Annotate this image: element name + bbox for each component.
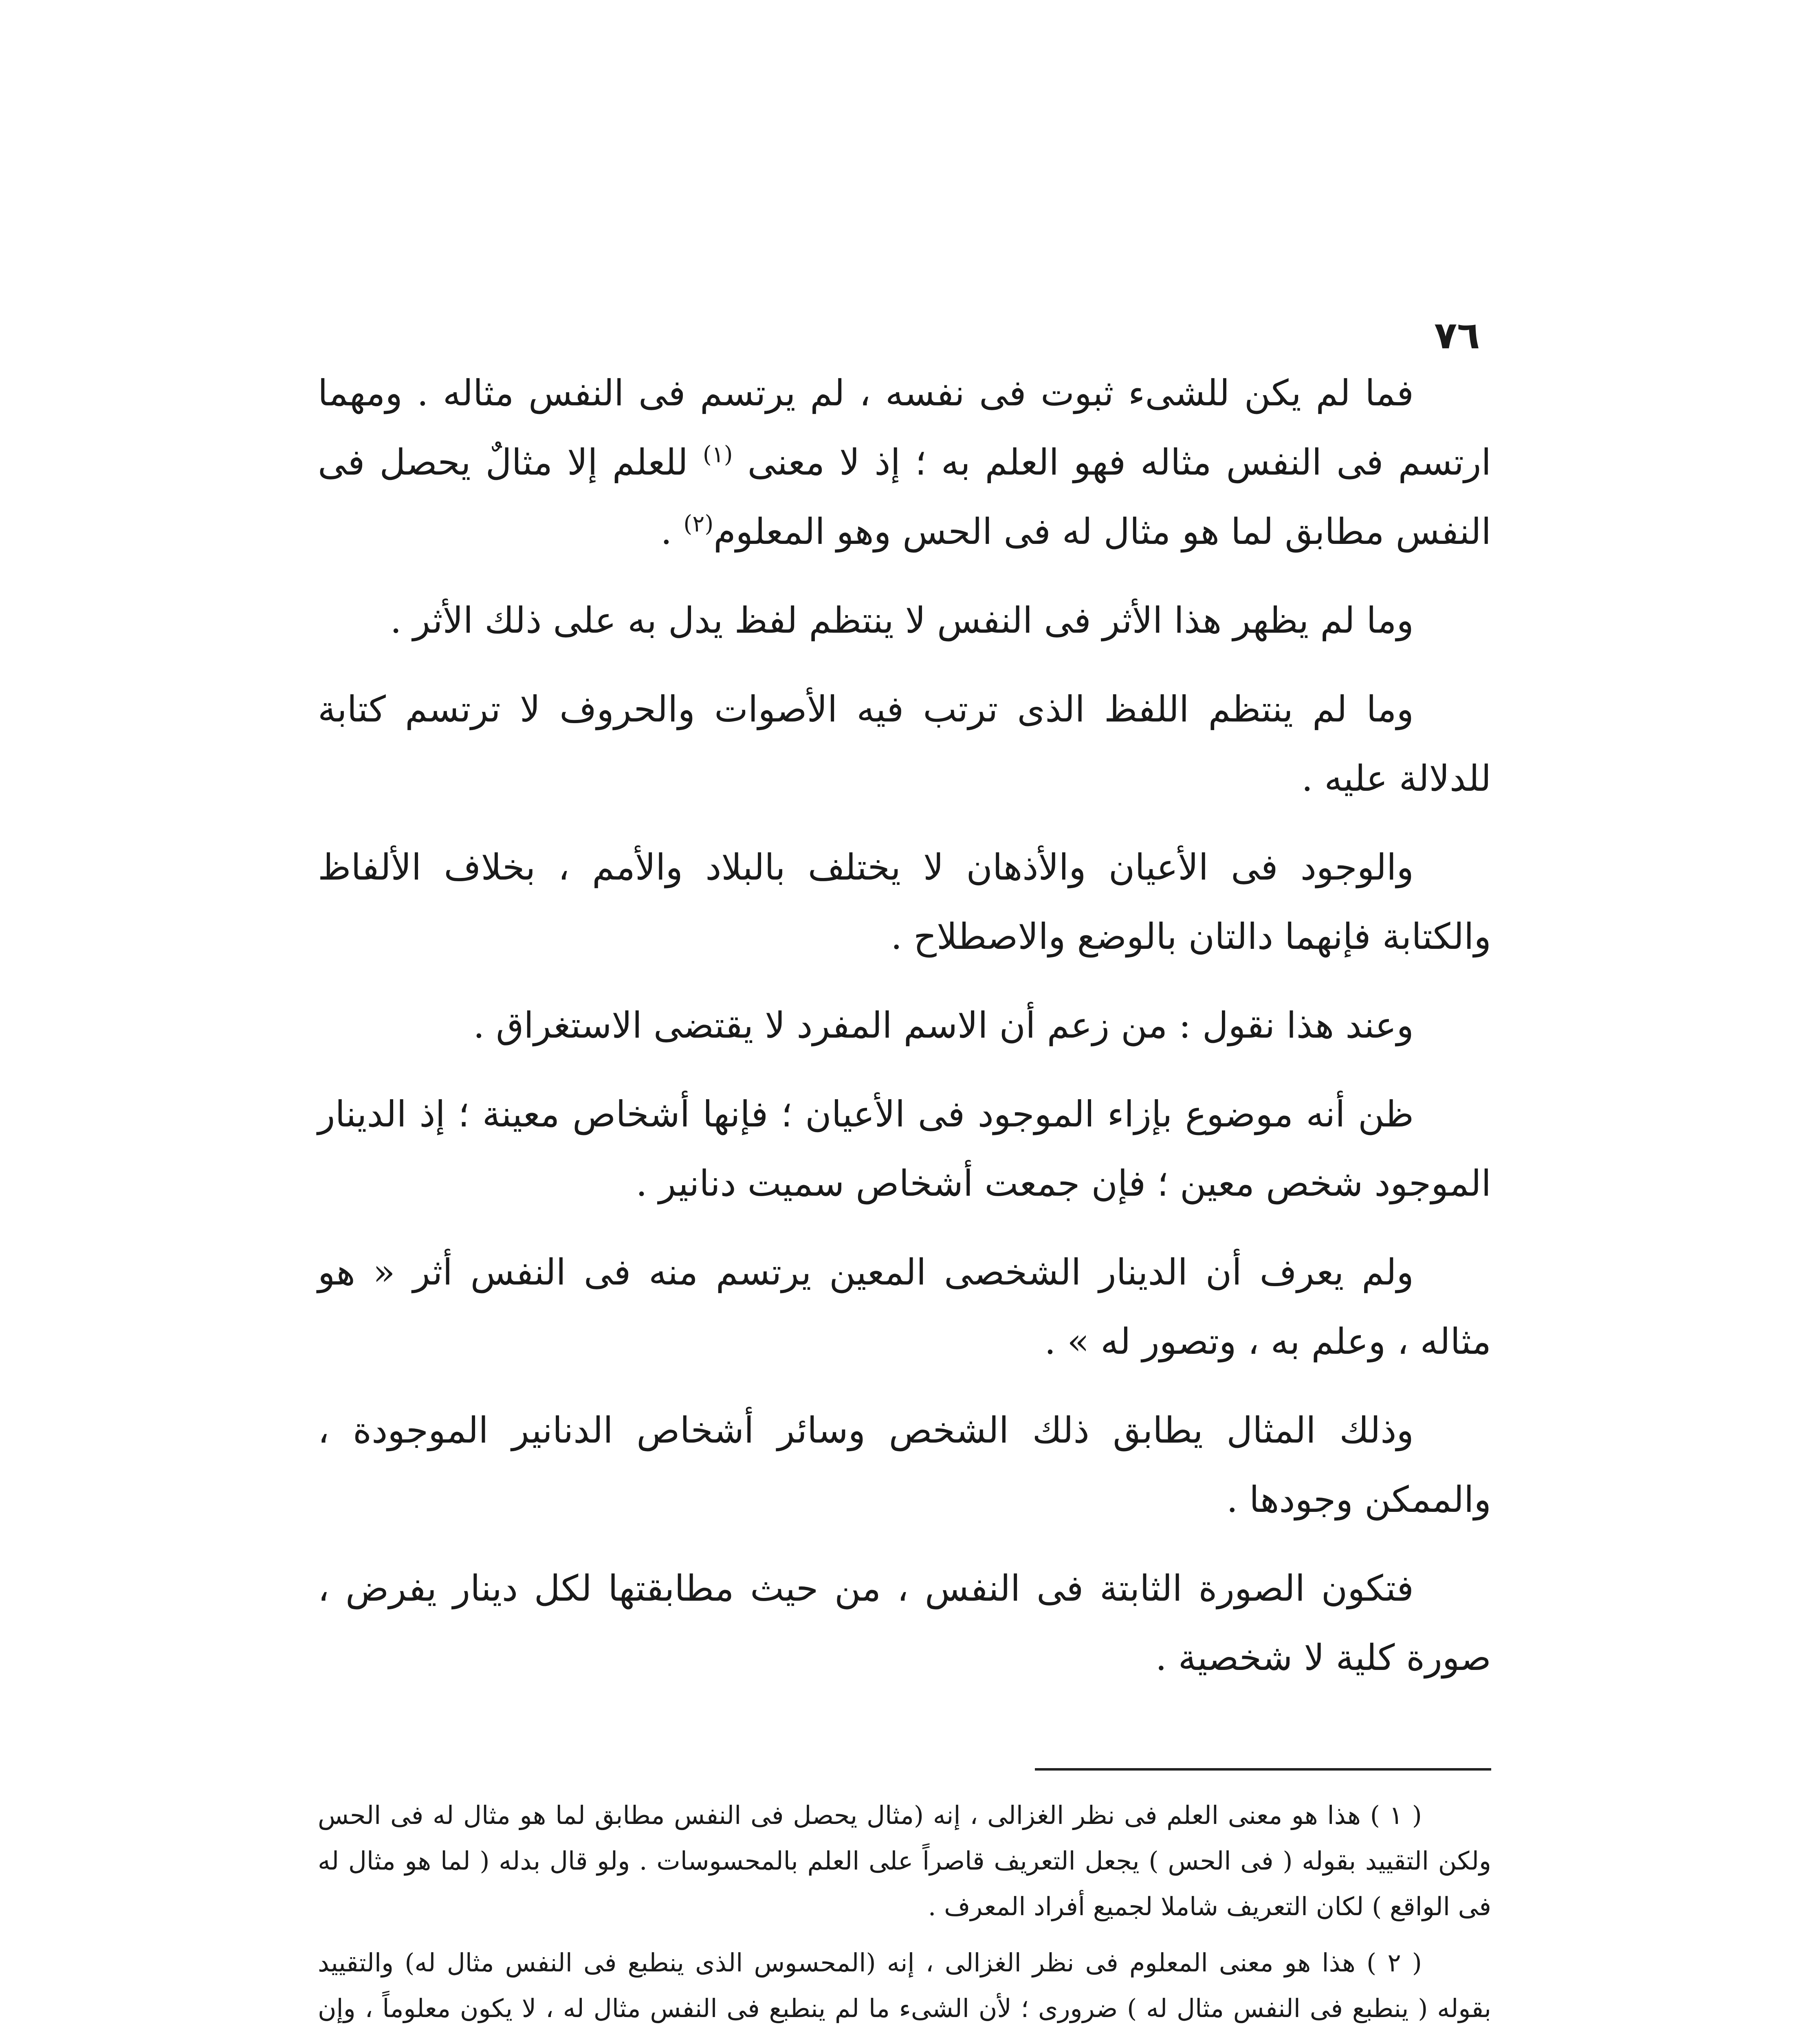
paragraph-2: وما لم يظهر هذا الأثر فى النفس لا ينتظم لفظ يدل به على ذلك الأثر . bbox=[390, 599, 1414, 641]
page-number: ٧٦ bbox=[1434, 314, 1480, 357]
paragraph-8: وذلك المثال يطابق ذلك الشخص وسائر أشخاص الدنانير الموجودة ، والممكن وجودها . bbox=[318, 1409, 1491, 1520]
paragraph-5: وعند هذا نقول : من زعم أن الاسم المفرد لا يقتضى الاستغراق . bbox=[473, 1004, 1414, 1046]
paragraph-6: ظن أنه موضوع بإزاء الموجود فى الأعيان ؛ فإنها أشخاص معينة ؛ إذ الدينار الموجود شخص معين ؛ فإن جمعت أشخاص سميت دنانير . bbox=[318, 1093, 1491, 1204]
paragraph-1-part-a: فما لم يكن للشىء ثبوت فى نفسه ، لم يرتسم فى النفس مثاله . ومهما ارتسم فى النفس مثاله فهو العلم به ؛ إذ لا معنى bbox=[318, 372, 1491, 483]
footnote-ref-1: (١) bbox=[702, 441, 733, 468]
footnote-ref-2: (٢) bbox=[683, 510, 714, 537]
footnote-1: ( ١ ) هذا هو معنى العلم فى نظر الغزالى ، إنه (مثال يحصل فى النفس مطابق لما هو مثال له فى الحس ولكن التقييد بقوله ( فى الحس ) يجعل التعريف قاصراً على العلم بالمحسوسات . ولو قال بدله ( لما هو مثال له فى الواقع ) لكان التعريف شاملا لجميع أفراد المعرف . bbox=[318, 1800, 1491, 1921]
paragraph-1 bbox=[318, 359, 1491, 566]
main-text bbox=[318, 359, 1491, 1712]
paragraph-3: وما لم ينتظم اللفظ الذى ترتب فيه الأصوات والحروف لا ترتسم كتابة للدلالة عليه . bbox=[318, 688, 1491, 799]
paragraph-4: والوجود فى الأعيان والأذهان لا يختلف بالبلاد والأمم ، بخلاف الألفاظ والكتابة فإنهما دالتان بالوضع والاصطلاح . bbox=[318, 846, 1491, 957]
paragraph-9: فتكون الصورة الثابتة فى النفس ، من حيث مطابقتها لكل دينار يفرض ، صورة كلية لا شخصية . bbox=[318, 1567, 1491, 1678]
footnote-2: ( ٢ ) هذا هو معنى المعلوم فى نظر الغزالى ، إنه (المحسوس الذى ينطبع فى النفس مثال له) والتقييد بقوله ( ينطبع فى النفس مثال له ) ضرورى ؛ لأن الشىء ما لم ينطبع فى النفس مثال له ، لا يكون معلوماً ، وإن bbox=[318, 1948, 1491, 2023]
paragraph-7: ولم يعرف أن الدينار الشخصى المعين يرتسم منه فى النفس أثر « هو مثاله ، وعلم به ، وتصور له » . bbox=[318, 1251, 1491, 1362]
paragraph-1-part-b: للعلم إلا مثالٌ يحصل فى النفس مطابق لما هو مثال له فى الحس وهو المعلوم bbox=[318, 441, 1491, 552]
paragraph-1-part-c: . bbox=[660, 510, 672, 552]
footnotes bbox=[318, 1793, 1491, 2037]
footnote-divider bbox=[1035, 1768, 1491, 1771]
